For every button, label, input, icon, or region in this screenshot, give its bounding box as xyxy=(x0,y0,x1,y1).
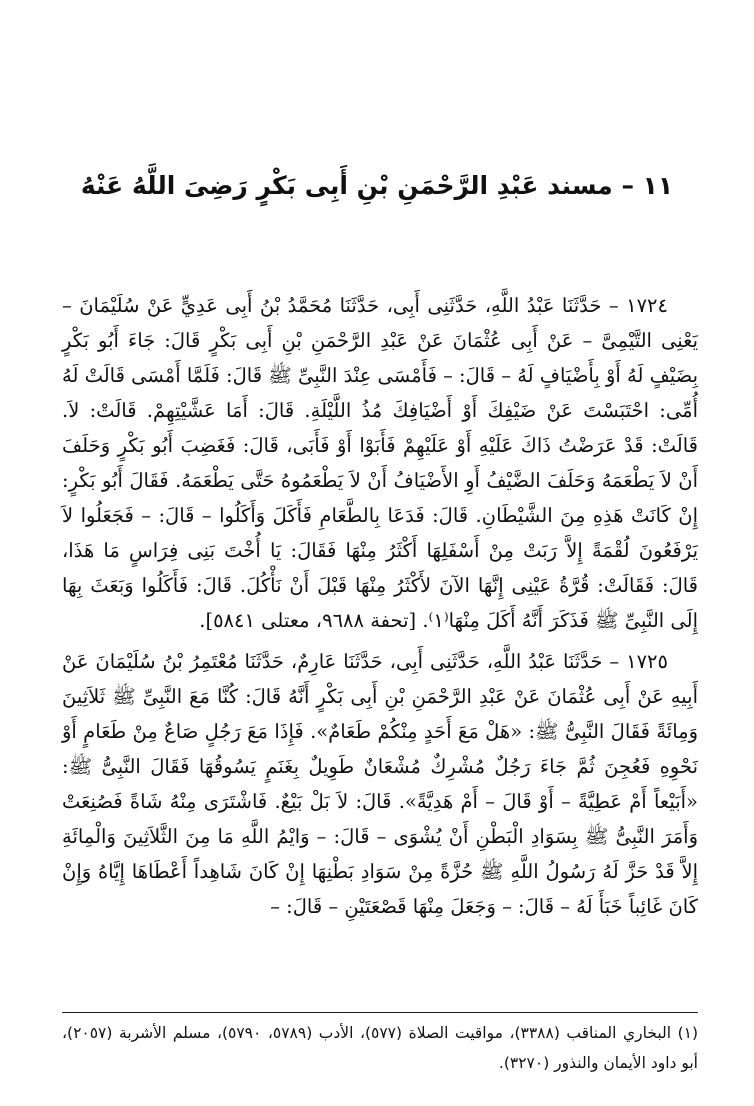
hadith-body xyxy=(62,288,698,924)
chapter-heading: ١١ – مسند عَبْدِ الرَّحْمَنِ بْنِ أَبِى بَكْرٍ رَضِىَ اللَّهُ عَنْهُ xyxy=(80,171,674,200)
footnote-divider xyxy=(62,1012,698,1013)
footnote: (١) البخاري المناقب (٣٣٨٨)، مواقيت الصلاة (٥٧٧)، الأدب (٥٧٨٩، ٥٧٩٠)، مسلم الأشربة (٢٠٥٧)، أبو داود الأيمان والنذور (٣٢٧٠). xyxy=(62,1024,699,1072)
hadith-1724: ١٧٢٤ – حَدَّثَنَا عَبْدُ اللَّهِ، حَدَّثَنِى أَبِى، حَدَّثَنَا مُحَمَّدُ بْنُ أَبِى عَدِيٍّ عَنْ سُلَيْمَانَ – يَعْنِى التَّيْمِىَّ – عَنْ أَبِى عُثْمَانَ عَنْ عَبْدِ الرَّحْمَنِ بْنِ أَبِى بَكْرٍ قَالَ: جَاءَ أَبُو بَكْرٍ بِضَيْفٍ لَهُ أَوْ بِأَضْيَافٍ لَهُ – قَالَ: – فَأَمْسَى عِنْدَ النَّبِىِّ ﷺ قَالَ: فَلَمَّا أَمْسَى قَالَتْ لَهُ أُمِّى: احْتَبَسْتَ عَنْ ضَيْفِكَ أَوْ أَضْيَافِكَ مُذُ اللَّيْلَةِ. قَالَ: أَمَا عَشَّيْتِهِمْ. قَالَتْ: لاَ. قَالَتْ: قَدْ عَرَضْتُ ذَاكَ عَلَيْهِ أَوْ عَلَيْهِمْ فَأَبَوْا أَوْ فَأَبَى، قَالَ: فَغَضِبَ أَبُو بَكْرٍ وَحَلَفَ أَنْ لاَ يَطْعَمَهُ وَحَلَفَ الضَّيْفُ أَوِ الأَضْيَافُ أَنْ لاَ يَطْعَمُوهُ حَتَّى يَطْعَمَهُ. فَقَالَ أَبُو بَكْرٍ: إِنْ كَانَتْ هَذِهِ مِنَ الشَّيْطَانِ. قَالَ: فَدَعَا بِالطَّعَامِ فَأَكَلَ وَأَكَلُوا – قَالَ: – فَجَعَلُوا لاَ يَرْفَعُونَ لُقْمَةً إِلاَّ رَبَتْ مِنْ أَسْفَلِهَا أَكْثَرُ مِنْهَا فَقَالَ: يَا أُخْتَ بَنِى فِرَاسٍ مَا هَذَا، قَالَ: فَقَالَتْ: قُرَّةُ عَيْنِى إِنَّهَا الآنَ لأَكْثَرُ مِنْهَا قَبْلَ أَنْ نَأْكُلَ. قَالَ: فَأَكَلُوا وَبَعَثَ بِهَا إِلَى النَّبِىِّ ﷺ فَذَكَرَ أَنَّهُ أَكَلَ مِنْهَا⁽١⁾. [تحفة ٩٦٨٨، معتلى ٥٨٤١]. xyxy=(62,294,698,632)
hadith-1725: ١٧٢٥ – حَدَّثَنَا عَبْدُ اللَّهِ، حَدَّثَنِى أَبِى، حَدَّثَنَا عَارِمٌ، حَدَّثَنَا مُعْتَمِرُ بْنُ سُلَيْمَانَ عَنْ أَبِيهِ عَنْ أَبِى عُثْمَانَ عَنْ عَبْدِ الرَّحْمَنِ بْنِ أَبِى بَكْرٍ أَنَّهُ قَالَ: كُنَّا مَعَ النَّبِىِّ ﷺ ثَلاَثِينَ وَمِائَةً فَقَالَ النَّبِىُّ ﷺ: «هَلْ مَعَ أَحَدٍ مِنْكُمْ طَعَامٌ». فَإِذَا مَعَ رَجُلٍ صَاعٌ مِنْ طَعَامٍ أَوْ نَحْوِهِ فَعُجِنَ ثُمَّ جَاءَ رَجُلٌ مُشْرِكٌ مُشْعَانٌ طَوِيلٌ بِغَنَمٍ يَسُوقُهَا فَقَالَ النَّبِىُّ ﷺ: «أَبَيْعاً أَمْ عَطِيَّةً – أَوْ قَالَ – أَمْ هَدِيَّةً». قَالَ: لاَ بَلْ بَيْعٌ. فَاشْتَرَى مِنْهُ شَاةً فَصُنِعَتْ وَأَمَرَ النَّبِىُّ ﷺ بِسَوَادِ الْبَطْنِ أَنْ يُشْوَى – قَالَ: – وَايْمُ اللَّهِ مَا مِنَ الثَّلاَثِينَ وَالْمِائَةِ إِلاَّ قَدْ حَزَّ لَهُ رَسُولُ اللَّهِ ﷺ حُزَّةً مِنْ سَوَادِ بَطْنِهَا إِنْ كَانَ شَاهِداً أَعْطَاهَا إِيَّاهُ وَإِنْ كَانَ غَائِباً خَبَأَ لَهُ – قَالَ: – وَجَعَلَ مِنْهَا قَصْعَتَيْنِ – قَالَ: – xyxy=(62,650,699,918)
